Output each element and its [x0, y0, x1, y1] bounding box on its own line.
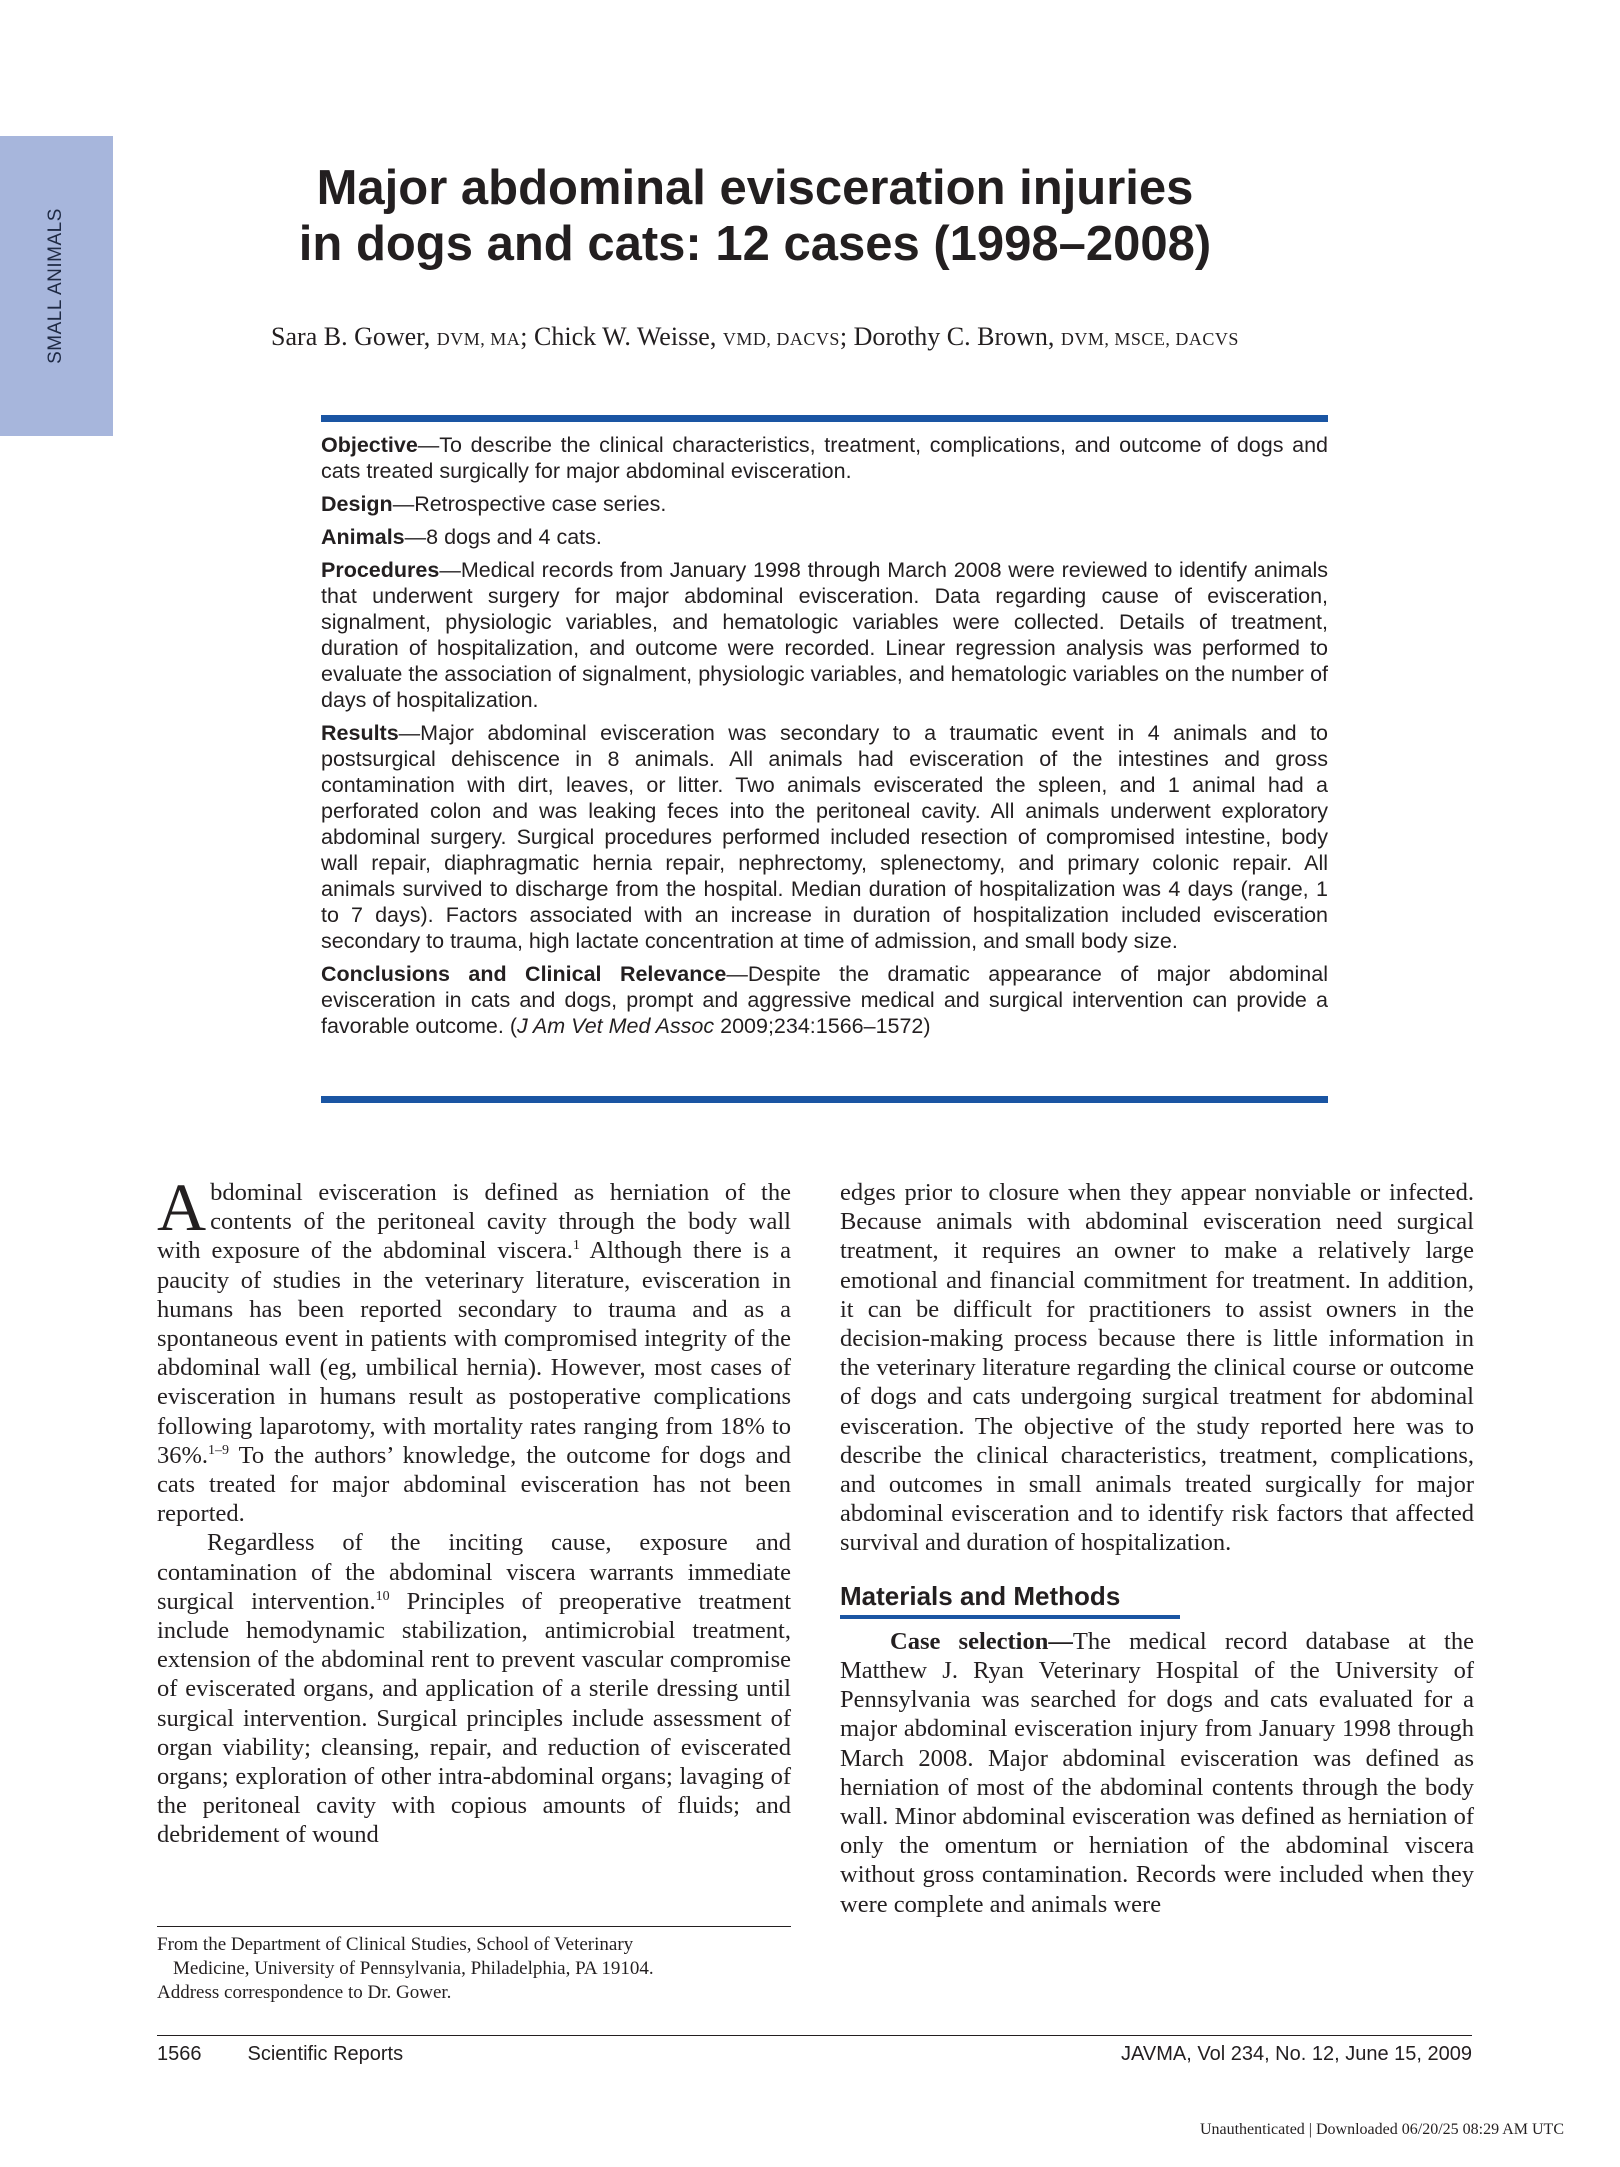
subsection-label: Case selection— [890, 1627, 1073, 1655]
body-paragraph [157, 1528, 791, 1849]
title-line-2: in dogs and cats: 12 cases (1998–2008) [298, 217, 1212, 271]
footnote-rule [157, 1926, 791, 1927]
footer-rule [157, 2035, 1472, 2036]
abstract-text: —Major abdominal evisceration was secondary to a traumatic event in 4 animals and to postsurgical dehiscence in 8 animals. All animals had evisceration of the intestines and gross contamination with dirt, leaves, or litter. Two animals eviscerated the spleen, and 1 animal had a perforated colon and was leaking feces into the peritoneal cavity. All animals underwent exploratory abdominal surgery. Surgical procedures performed included resection of compromised intestine, body wall repair, diaphragmatic hernia repair, nephrectomy, splenectomy, and primary colonic repair. All animals survived to discharge from the hospital. Median duration of hospitalization was 4 days (range, 1 to 7 days). Factors associated with an increase in duration of hospitalization included evisceration secondary to trauma, high lactate concentration at time of admission, and small body size. [321, 721, 1328, 953]
author-name: Chick W. Weisse, [534, 322, 723, 351]
author-credentials: VMD, DACVS [722, 329, 840, 349]
citation-details: 2009;234:1566–1572) [714, 1014, 931, 1038]
drop-cap: A [157, 1169, 207, 1245]
abstract-text: —Retrospective case series. [392, 492, 667, 516]
footnote-line: From the Department of Clinical Studies, School of Veterinary [157, 1934, 634, 1955]
abstract-text: —Despite the dramatic appearance of major abdominal evisceration in cats and dogs, prompt and aggressive medical and surgical intervention can provide a favorable outcome. ( [321, 962, 1328, 1038]
footnote-line: Medicine, University of Pennsylvania, Philadelphia, PA 19104. [173, 1958, 654, 1979]
journal-reference: JAVMA, Vol 234, No. 12, June 15, 2009 [1121, 2043, 1472, 2065]
abstract-bottom-rule [321, 1096, 1328, 1103]
abstract-text: —Medical records from January 1998 through March 2008 were reviewed to identify animals that underwent surgery for major abdominal evisceration. Data regarding cause of evisceration, signalment, physiologic variables, and hematologic variables were collected. Details of treatment, duration of hospitalization, and outcome were recorded. Linear regression analysis was performed to evaluate the association of signalment, physiologic variables, and hematologic variables on the number of days of hospitalization. [321, 558, 1328, 712]
reference-superscript: 10 [375, 1588, 390, 1604]
reference-superscript: 1 [572, 1238, 580, 1254]
body-paragraph [157, 1169, 791, 1528]
page-footer-left [157, 2043, 449, 2066]
download-notice: Unauthenticated | Downloaded 06/20/25 08:29 AM UTC [1199, 2121, 1564, 2138]
body-text: Although there is a paucity of studies in the veterinary literature, evisceration in humans has been reported secondary to trauma and as a spontaneous event in patients with compromised integrity of the abdominal wall (eg, umbilical hernia). However, most cases of evisceration in humans result as postoperative complications following laparotomy, with mortality rates ranging from 18% to 36%. [157, 1237, 791, 1469]
body-text: Principles of preoperative treatment include hemodynamic stabilization, antimicrobial treatment, extension of the abdominal rent to prevent vascular compromise of eviscerated organs, and application of a sterile dressing until surgical intervention. Surgical principles include assessment of organ viability; cleansing, repair, and reduction of eviscerated organs; exploration of other intra-abdominal organs; lavaging of the peritoneal cavity with copious amounts of fluids; and debridement of wound [157, 1587, 791, 1849]
section-heading-rule [840, 1615, 1180, 1619]
abstract-procedures [321, 557, 1328, 713]
body-text: The medical record database at the Matthew J. Ryan Veterinary Hospital of the University of Pennsylvania was searched for dogs and cats evaluated for a major abdominal evisceration injury from January 1998 through March 2008. Major abdominal evisceration was defined as herniation of most of the abdominal contents through the body wall. Minor abdominal evisceration was defined as herniation of only the omentum or herniation of the abdominal viscera without gross contamination. Records were included when they were complete and animals were [840, 1627, 1474, 1918]
body-text: bdominal evisceration is defined as herniation of the contents of the peritoneal cavity through the body wall with exposure of the abdominal viscera. [157, 1179, 791, 1265]
body-paragraph: edges prior to closure when they appear nonviable or infected. Because animals with abdominal evisceration need surgical treatment, it requires an owner to make a relatively large emotional and financial commitment for treatment. In addition, it can be difficult for practitioners to assist owners in the decision-making process because there is little information in the veterinary literature regarding the clinical course or outcome of dogs and cats undergoing surgical treatment for abdominal evisceration. The objective of the study reported here was to describe the clinical characteristics, treatment, complications, and outcomes in small animals treated surgically for major abdominal evisceration and to identify risk factors that affected survival and duration of hospitalization. [840, 1179, 1474, 1557]
affiliation-footnote [157, 1933, 797, 2005]
abstract-label: Design [321, 492, 393, 516]
abstract-results [321, 720, 1328, 954]
author-name: Dorothy C. Brown, [853, 322, 1061, 351]
author-credentials: DVM, MA [436, 329, 521, 349]
abstract-animals [321, 524, 1328, 550]
abstract-conclusions [321, 961, 1328, 1039]
abstract-design [321, 491, 1328, 517]
section-name: Scientific Reports [247, 2043, 404, 2065]
abstract-label: Conclusions and Clinical Relevance [321, 962, 727, 986]
section-tab-label: SMALL ANIMALS [45, 208, 66, 364]
author-list [160, 322, 1350, 352]
abstract-text: —8 dogs and 4 cats. [404, 525, 602, 549]
abstract-top-rule [321, 415, 1328, 422]
page-number: 1566 [157, 2043, 202, 2065]
body-column-right [840, 1178, 1474, 1919]
body-paragraph [840, 1627, 1474, 1919]
abstract-label: Objective [321, 433, 418, 457]
author-separator: ; [520, 322, 535, 351]
abstract-objective [321, 432, 1328, 484]
citation-journal: J Am Vet Med Assoc [517, 1014, 715, 1038]
abstract-text: —To describe the clinical characteristics, treatment, complications, and outcome of dogs and cats treated surgically for major abdominal evisceration. [321, 433, 1328, 483]
body-column-left [157, 1169, 791, 1850]
abstract-label: Procedures [321, 558, 440, 582]
author-credentials: DVM, MSCE, DACVS [1060, 329, 1239, 349]
author-separator: ; [839, 322, 854, 351]
author-name: Sara B. Gower, [271, 322, 437, 351]
reference-superscript: 1–9 [208, 1442, 230, 1458]
footnote-line: Address correspondence to Dr. Gower. [157, 1982, 452, 2003]
abstract [321, 432, 1328, 1046]
article-title [160, 160, 1350, 272]
abstract-label: Animals [321, 525, 405, 549]
body-text: Regardless of the inciting cause, exposure and contamination of the abdominal viscera warrants immediate surgical intervention. [157, 1529, 791, 1615]
body-text: To the authors’ knowledge, the outcome for dogs and cats treated for major abdominal evisceration has not been reported. [157, 1441, 791, 1528]
abstract-label: Results [321, 721, 399, 745]
title-line-1: Major abdominal evisceration injuries [316, 161, 1194, 215]
section-heading: Materials and Methods [840, 1580, 1121, 1611]
